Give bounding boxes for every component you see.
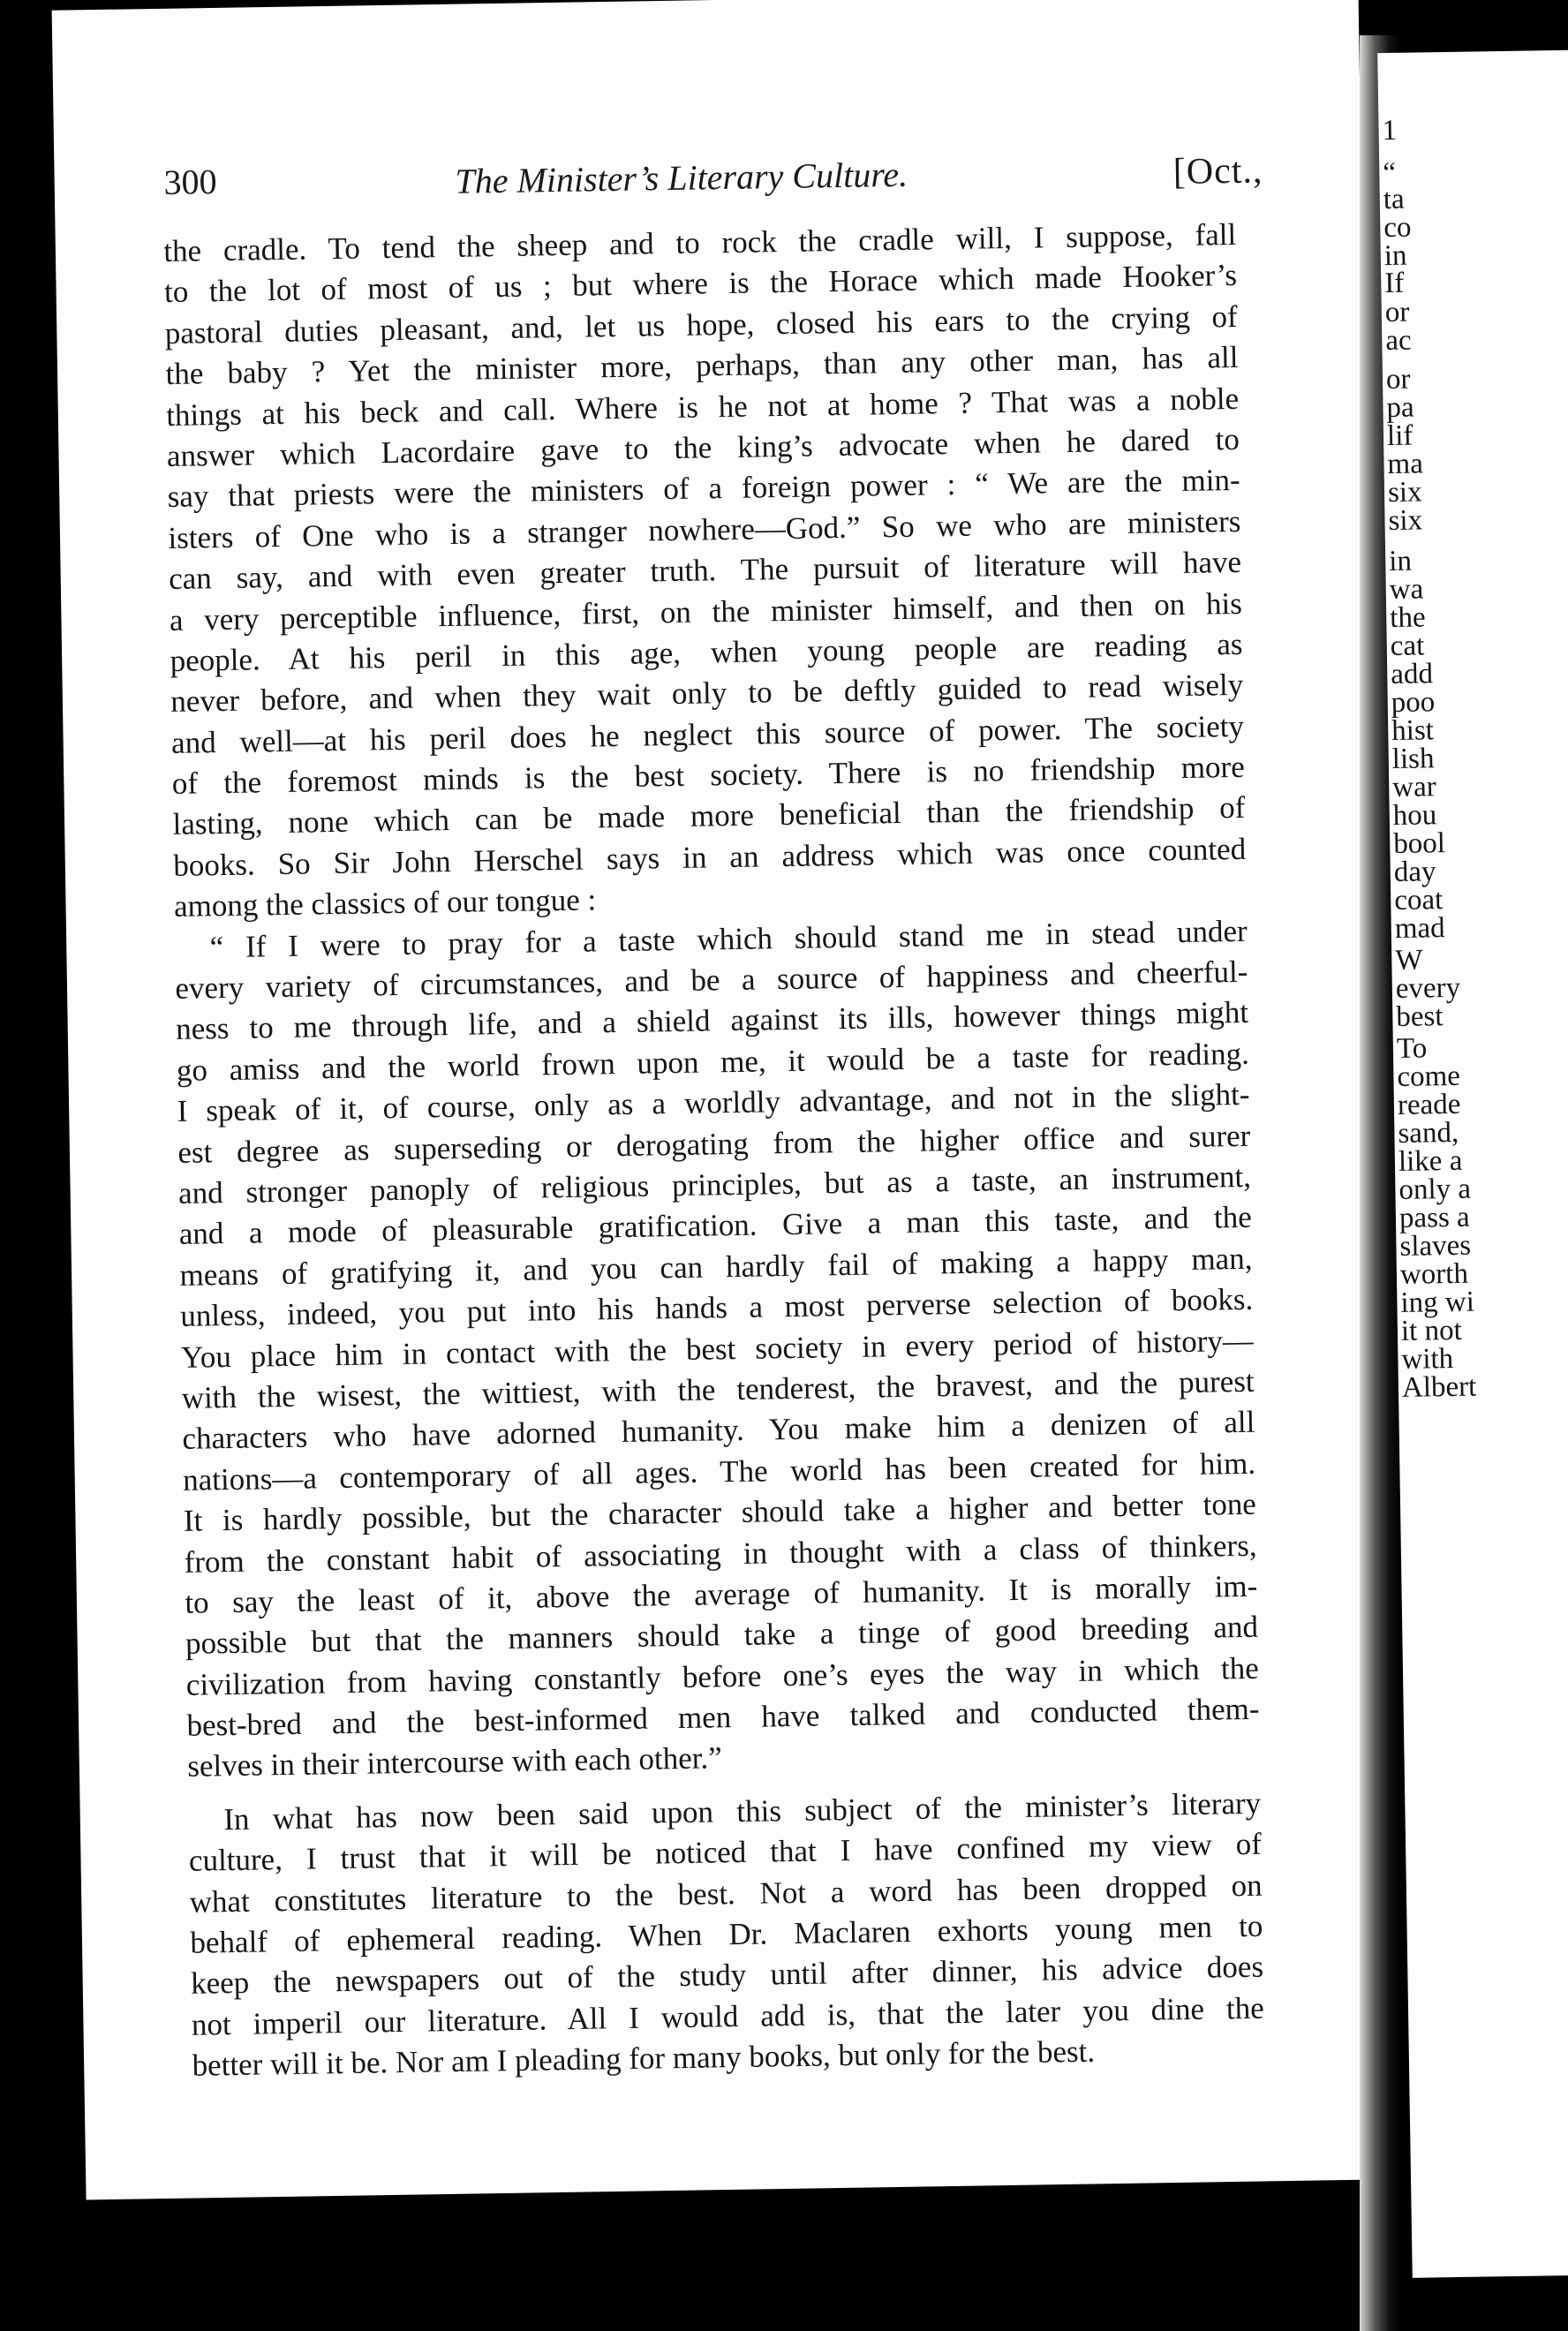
right-page-fragment: Albert [1401, 1370, 1477, 1404]
right-page-fragment: with [1401, 1342, 1454, 1376]
right-page-fragment: lish [1391, 743, 1435, 775]
text-line: to the lot of most of us ; but where is the Horace which made Hooker’s [163, 258, 1238, 310]
text-line: nations—a contemporary of all ages. The world has been created for him. [182, 1445, 1256, 1497]
text-line: “ If I were to pray for a taste which should stand me in stead under [209, 913, 1248, 964]
right-page-fragment: pass a [1398, 1201, 1470, 1234]
right-page-fragment: lif [1386, 419, 1413, 453]
right-page-fragment: war [1391, 771, 1437, 803]
right-page-fragment: coat [1394, 884, 1444, 917]
text-line: pastoral duties pleasant, and, let us hope, closed his ears to the crying of [164, 298, 1238, 351]
text-line: a very perceptible influence, first, on the minister himself, and then on his [169, 585, 1243, 637]
right-page-fragment: cat [1390, 630, 1425, 663]
text-line: the baby ? Yet the minister more, perhaps, than any other man, has all [165, 340, 1239, 392]
text-line: never before, and when they wait only to be deftly guided to read wisely [170, 668, 1244, 720]
right-page-fragment: ma [1387, 448, 1424, 481]
text-line: with the wisest, the wittiest, with the tenderest, the bravest, and the purest [181, 1363, 1255, 1415]
right-page-fragment: ta [1383, 183, 1405, 216]
right-page-fragment: in [1388, 545, 1413, 578]
text-line: civilization from having constantly before one’s eyes the way in which the [185, 1650, 1260, 1702]
right-page-fragment: it not [1400, 1314, 1462, 1347]
text-line: and a mode of pleasurable gratification. Give a man this taste, and the [178, 1200, 1252, 1252]
body-text [163, 215, 1265, 2086]
right-page-fragment: hou [1392, 799, 1437, 832]
right-page-fragment: the [1389, 601, 1426, 635]
text-line: and well—at his peril does he neglect this source of power. The society [170, 708, 1245, 760]
right-page-fragment: worth [1399, 1257, 1469, 1291]
right-page-fragment: hist [1391, 714, 1435, 747]
right-page-fragment: every [1395, 971, 1461, 1005]
right-page-fragment: “ [1383, 156, 1397, 190]
right-page-fragment: bool [1392, 827, 1446, 860]
right-page-fragment: best [1396, 1000, 1444, 1033]
right-page-fragment: ac [1385, 324, 1412, 358]
text-line: possible but that the manners should take a tinge of good breeding and [185, 1610, 1259, 1662]
right-page-fragment: ing wi [1400, 1286, 1475, 1319]
section-mark: [Oct., [1172, 150, 1263, 193]
right-page-fragment: pa [1386, 391, 1414, 425]
text-line: lasting, none which can be made more beneficial than the friendship of [172, 790, 1246, 842]
text-line: what constitutes literature to the best. Not a word has been dropped on [189, 1867, 1263, 1920]
text-line: people. At his peril in this age, when young people are reading as [170, 626, 1243, 678]
right-page-fragment: day [1393, 856, 1436, 888]
text-line: keep the newspapers out of the study until after dinner, his advice does [190, 1950, 1264, 2002]
text-line: things at his beck and call. Where is he not at home ? That was a noble [165, 381, 1240, 433]
text-line: answer which Lacordaire gave to the king’s advocate when he dared to [166, 421, 1240, 473]
text-line: best-bred and the best-informed men have talked and conducted them- [186, 1691, 1260, 1743]
right-page-edge [1377, 50, 1568, 2278]
text-line: culture, I trust that it will be noticed that I have confined my view of [188, 1826, 1263, 1879]
right-page-fragment: six [1388, 504, 1423, 538]
text-line: say that priests were the ministers of a foreign power : “ We are the min- [167, 463, 1240, 515]
text-line: to say the least of it, above the average of humanity. It is morally im- [185, 1568, 1258, 1620]
right-page-fragment: slaves [1399, 1229, 1472, 1263]
running-title: The Minister’s Literary Culture. [455, 154, 908, 201]
right-page-text-fragments [1381, 50, 1568, 1404]
text-line: selves in their intercourse with each other.” [187, 1740, 723, 1784]
right-page-fragment: add [1390, 658, 1434, 691]
right-page-fragment: mad [1394, 912, 1445, 945]
text-line: not imperil our literature. All I would add is, that the later you dine the [191, 1990, 1265, 2042]
right-page-fragment: sand, [1398, 1116, 1459, 1150]
text-line: go amiss and the world frown upon me, it would be a taste for reading. [176, 1036, 1250, 1088]
right-page-fragment: co [1383, 211, 1412, 245]
text-line: means of gratifying it, and you can hardly fail of making a happy man, [179, 1241, 1253, 1293]
text-line: unless, indeed, you put into his hands a most perverse selection of books. [179, 1281, 1254, 1334]
text-line: better will it be. Nor am I pleading for many books, but only for the best. [192, 2033, 1096, 2083]
right-page-fragment: or [1384, 296, 1410, 329]
text-line: In what has now been said upon this subject of the minister’s literary [222, 1785, 1262, 1837]
right-page-fragment: six [1387, 476, 1422, 509]
right-page-fragment: W [1395, 944, 1423, 977]
right-page-fragment: or [1385, 363, 1411, 396]
text-line: can say, and with even greater truth. The pursuit of literature will have [168, 544, 1242, 597]
text-line: from the constant habit of associating in thought with a class of thinkers, [184, 1528, 1257, 1580]
right-page-fragment: only a [1398, 1173, 1472, 1206]
right-page-fragment: come [1397, 1060, 1461, 1093]
text-line: among the classics of our tongue : [173, 882, 597, 924]
right-page-fragment: reade [1397, 1088, 1461, 1121]
right-page-fragment: in [1383, 239, 1407, 273]
text-line: est degree as superseding or derogating from the higher office and surer [177, 1118, 1251, 1170]
text-line: isters of One who is a stranger nowhere—God.” So we who are ministers [168, 503, 1241, 555]
text-line: every variety of circumstances, and be a source of happiness and cheerful- [175, 954, 1248, 1006]
text-line: and stronger panoply of religious principles, but as a taste, an instrument, [177, 1158, 1252, 1211]
right-page-fragment: If [1384, 267, 1405, 300]
right-page-fragment: wa [1389, 573, 1424, 607]
text-line: I speak of it, of course, only as a worldly advantage, and not in the slight- [177, 1076, 1250, 1129]
text-line: behalf of ephemeral reading. When Dr. Maclaren exhorts young men to [190, 1908, 1263, 1960]
right-page-fragment: 1 [1382, 114, 1398, 147]
text-line: of the foremost minds is the best society. There is no friendship more [171, 749, 1245, 801]
right-page-fragment: poo [1391, 686, 1436, 719]
right-page-fragment: like a [1398, 1144, 1463, 1178]
page-number: 300 [163, 162, 217, 202]
text-line: the cradle. To tend the sheep and to rock the cradle will, I suppose, fall [163, 216, 1237, 268]
text-line: ness to me through life, and a shield against its ills, however things might [175, 995, 1249, 1047]
text-line: characters who have adorned humanity. You make him a denizen of all [182, 1405, 1255, 1457]
text-line: You place him in contact with the best society in every period of history— [180, 1323, 1255, 1375]
text-line: It is hardly possible, but the character should take a higher and better tone [183, 1486, 1257, 1538]
right-page-fragment: To [1396, 1032, 1428, 1065]
text-line: books. So Sir John Herschel says in an address which was once counted [172, 831, 1247, 883]
